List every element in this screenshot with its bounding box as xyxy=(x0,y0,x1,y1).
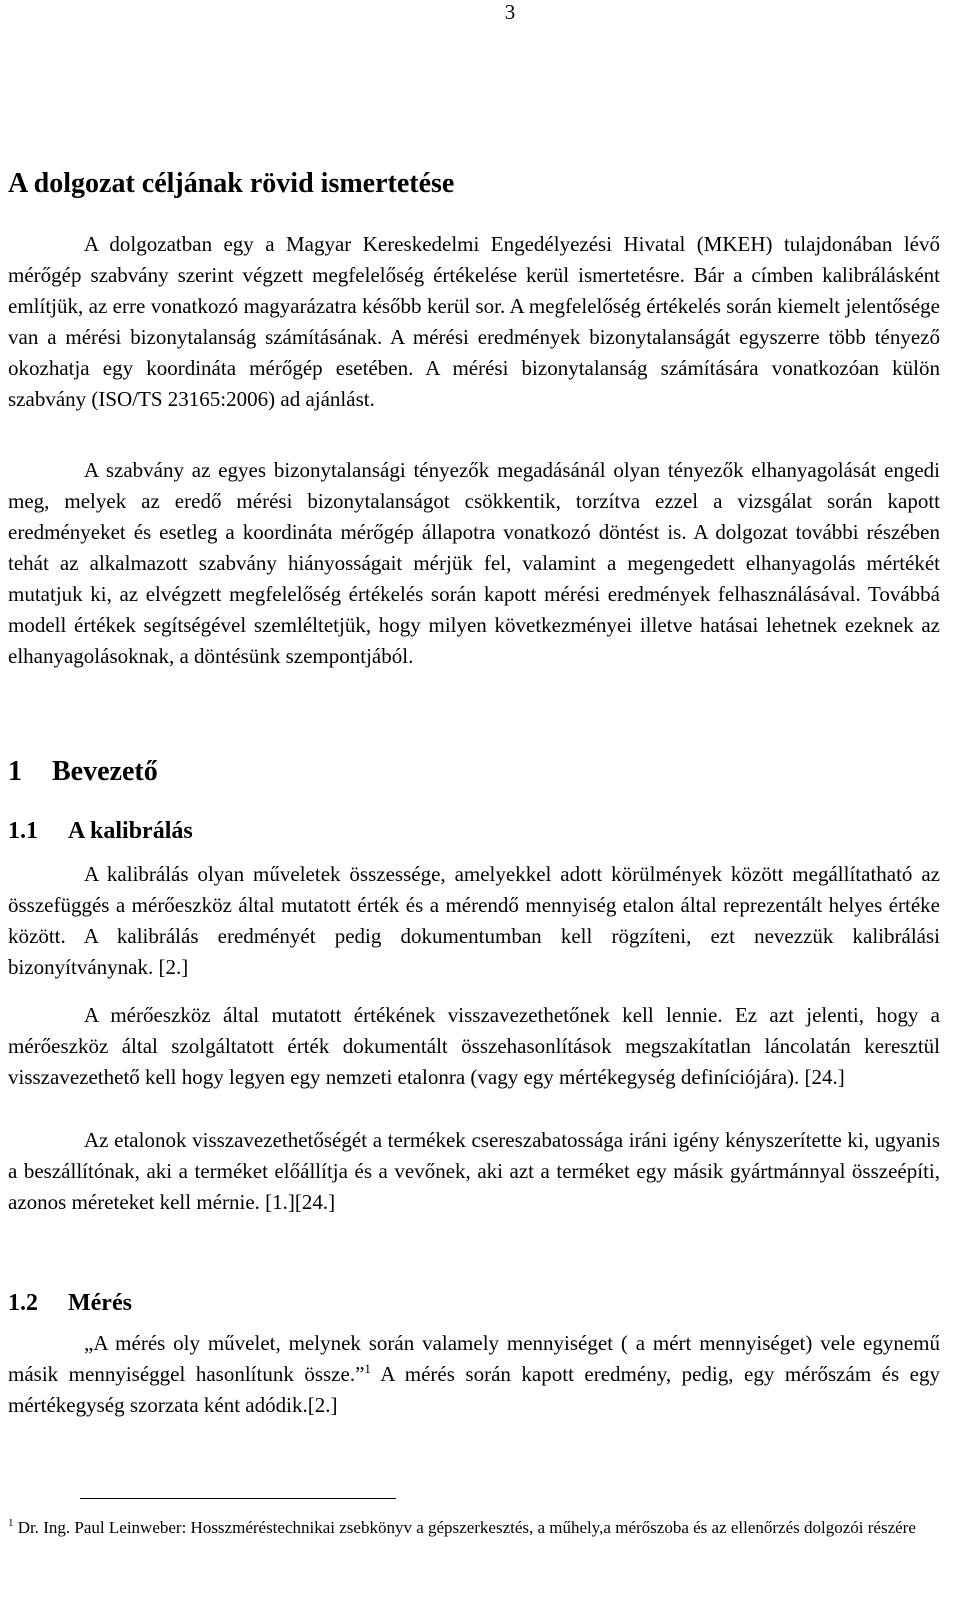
footnote-text: Dr. Ing. Paul Leinweber: Hosszméréstechnikai zsebkönyv a gépszerkesztés, a műhely,a mérőszoba és az ellenőrzés dolgozói részére xyxy=(13,1518,916,1537)
section-1-2-heading xyxy=(8,1289,132,1317)
intro-paragraph-2-text: A szabvány az egyes bizonytalansági tényezők megadásánál olyan tényezők elhanyagolását engedi meg, melyek az eredő mérési bizonytalanságot csökkentik, torzítva ezzel a vizsgálat során kapott eredményeket és esetleg a koordináta mérőgép állapotra vonatkozó döntést is. A dolgozat további részében tehát az alkalmazott szabvány hiányosságait mérjük fel, valamint a megengedett elhanyagolás mértékét mutatjuk ki, az elvégzett megfelelőség értékelés során kapott mérési eredmények felhasználásával. Továbbá modell értékek segítségével szemléltetjük, hogy milyen következményei illetve hatásai lehetnek ezeknek az elhanyagolásoknak, a döntésünk szempontjából. xyxy=(8,458,940,668)
section-1-1-paragraph-1-text: A kalibrálás olyan műveletek összessége, amelyekkel adott körülmények között megállítatható az összefüggés a mérőeszköz által mutatott érték és a mérendő mennyiség etalon által reprezentált helyes értéke között. A kalibrálás eredményét pedig dokumentumban kell rögzíteni, ezt nevezzük kalibrálási bizonyítványnak. [2.] xyxy=(8,862,940,979)
section-1-1-paragraph-2-text: A mérőeszköz által mutatott értékének visszavezethetőnek kell lennie. Ez azt jelenti, hogy a mérőeszköz által szolgáltatott érték dokumentált összehasonlítások megszakítatlan láncolatán keresztül visszavezethető kell hogy legyen egy nemzeti etalonra (vagy egy mértékegység definíciójára). [24.] xyxy=(8,1003,940,1089)
section-1-1-paragraph-1 xyxy=(8,859,940,983)
footnote xyxy=(8,1517,940,1539)
section-1-1-paragraph-3 xyxy=(8,1125,940,1218)
section-1-2-text-before-note: „A mérés oly művelet, melynek során valamely mennyiséget ( a mért mennyiséget) vele egynemű másik mennyiséggel hasonlítunk össze.” xyxy=(8,1331,940,1386)
intro-paragraph-2 xyxy=(8,455,940,672)
section-1-1-heading xyxy=(8,817,193,845)
section-1-1-paragraph-3-text: Az etalonok visszavezethetőségét a termékek csereszabatossága iráni igény kényszerítette ki, ugyanis a beszállítónak, aki a terméket előállítja és a vevőnek, aki azt a terméket egy másik gyártmánnyal összeépíti, azonos méreteket kell mérnie. [1.][24.] xyxy=(8,1128,940,1214)
chapter-number: 1 xyxy=(8,756,22,787)
chapter-title: Bevezető xyxy=(52,756,158,787)
section-1-2-text-after-note: A mérés során kapott eredmény, pedig, egy mérőszám és egy mértékegység szorzata ként adódik.[2.] xyxy=(8,1362,940,1417)
intro-paragraph-1-text: A dolgozatban egy a Magyar Kereskedelmi Engedélyezési Hivatal (MKEH) tulajdonában lévő mérőgép szabvány szerint végzett megfelelőség értékelése kerül ismertetésre. Bár a címben kalibrálásként említjük, az erre vonatkozó magyarázatra később kerül sor. A megfelelőség értékelés során kiemelt jelentősége van a mérési bizonytalanság számításának. A mérési eredmények bizonytalanságát egyszerre több tényező okozhatja egy koordináta mérőgép esetében. A mérési bizonytalanság számítására vonatkozóan külön szabvány (ISO/TS 23165:2006) ad ajánlást. xyxy=(8,232,940,411)
chapter-heading xyxy=(8,756,158,788)
footnote-marker: 1 xyxy=(8,1517,14,1529)
footnote-reference: 1 xyxy=(364,1361,371,1376)
section-1-1-title: A kalibrálás xyxy=(68,818,193,844)
section-1-2-paragraph xyxy=(8,1328,940,1421)
footnote-separator xyxy=(80,1498,396,1499)
intro-paragraph-1 xyxy=(8,229,940,415)
document-title: A dolgozat céljának rövid ismertetése xyxy=(8,168,455,199)
section-1-2-title: Mérés xyxy=(68,1290,132,1316)
page-number: 3 xyxy=(504,0,516,24)
section-1-1-paragraph-2 xyxy=(8,1000,940,1093)
section-1-2-number: 1.2 xyxy=(8,1290,38,1316)
section-1-1-number: 1.1 xyxy=(8,818,38,844)
